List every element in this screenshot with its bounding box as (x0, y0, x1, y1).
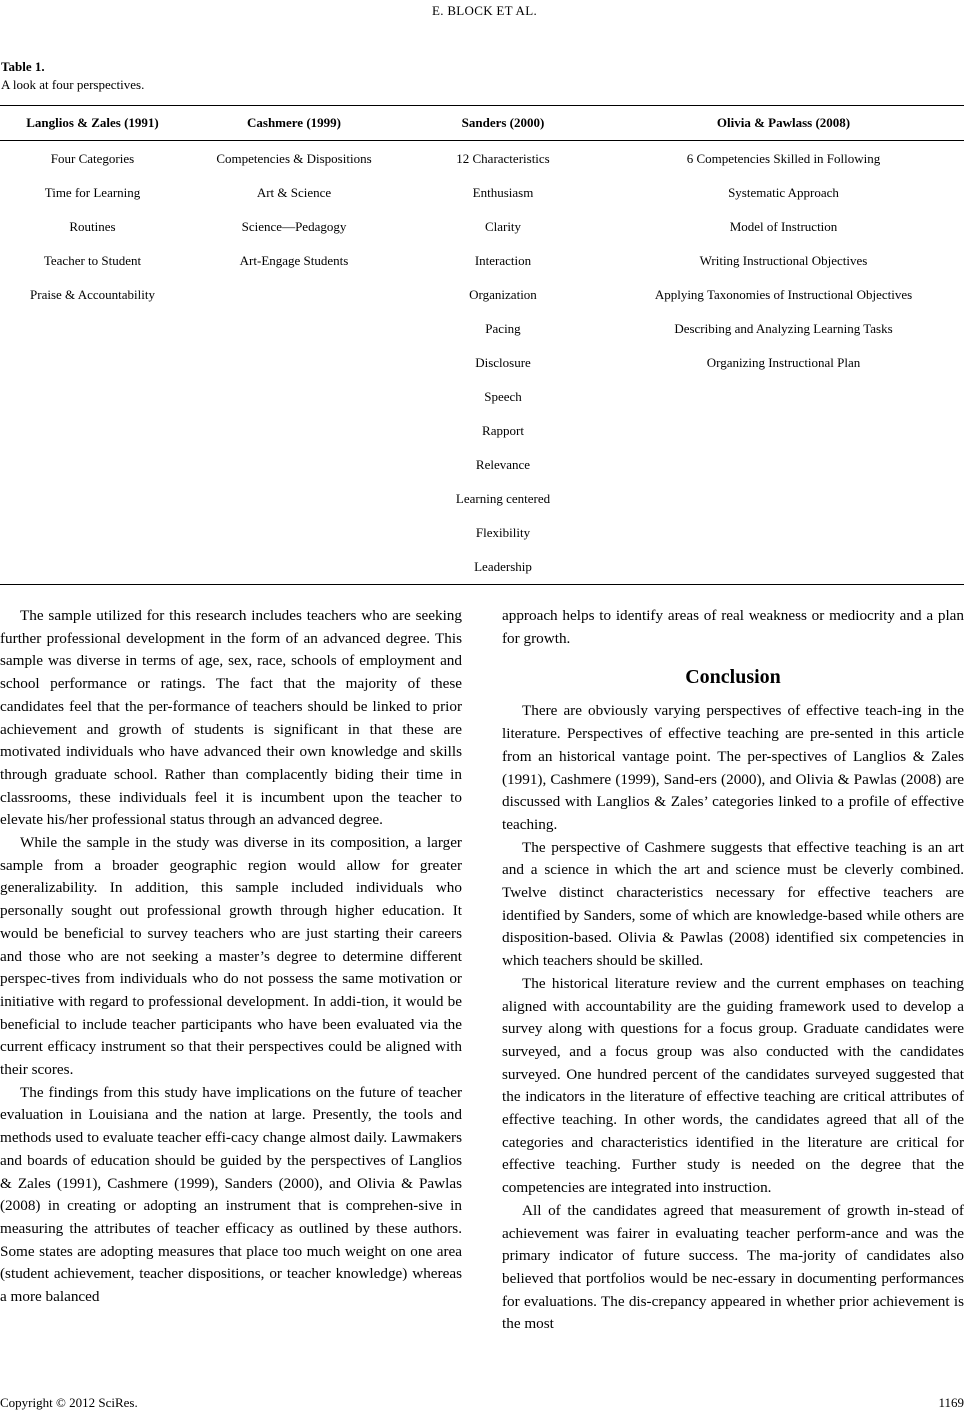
table-cell: Routines (69, 219, 116, 234)
table-cell (0, 550, 185, 584)
table-cell (0, 448, 185, 482)
table-row (0, 346, 964, 380)
table-cell: Pacing (485, 321, 521, 336)
table-cell: Disclosure (475, 355, 531, 370)
table-cell (0, 414, 185, 448)
table-cell (185, 278, 403, 312)
table-header-row (0, 106, 964, 141)
table-cell (603, 550, 964, 584)
perspectives-table (0, 105, 964, 585)
table-row (0, 516, 964, 550)
table-cell (185, 312, 403, 346)
table-cell: Writing Instructional Objectives (699, 253, 868, 268)
table-row (0, 278, 964, 312)
right-text-column (502, 605, 964, 1336)
table-row (0, 380, 964, 414)
table-cell (603, 380, 964, 414)
paragraph: The perspective of Cashmere suggests that effective teaching is an art and a science in which the art and science must be cleverly combined. Twelve distinct characteristics necessary for effective teachers are identified by Sanders, some of which are knowledge-based while others are disposition-based. Olivia & Pawlas (2008) identified six competencies in which teachers should be skilled. (502, 838, 964, 970)
table-cell (185, 550, 403, 584)
paragraph: While the sample in the study was diverse in its composition, a larger sample from a broader geographic region would allow for greater generalizability. In addition, this sample included individuals who personally sought out professional growth through higher education. It would be beneficial to survey teachers who are just starting their careers and those who are not seeking a master’s degree to determine different perspec-tives from individuals who do not possess the same motivation or initiative with regard to professional development. In addi-tion, it would be beneficial to include teacher participants who have been evaluated via the current efficacy instrument so that their perspectives could be aligned with their scores. (0, 834, 462, 1079)
table-cell (185, 516, 403, 550)
table-cell: Praise & Accountability (30, 287, 155, 302)
table-cell: Organization (469, 287, 537, 302)
table-column-header: Langlios & Zales (1991) (0, 106, 185, 141)
table-cell: Model of Instruction (729, 219, 838, 234)
table-cell (0, 380, 185, 414)
table-cell (185, 346, 403, 380)
table-row (0, 312, 964, 346)
table-cell (603, 482, 964, 516)
table-cell: Organizing Instructional Plan (706, 355, 861, 370)
table-cell: Clarity (484, 219, 522, 234)
table-cell (0, 346, 185, 380)
table-cell: Competencies & Dispositions (216, 151, 372, 166)
table-cell: Learning centered (455, 491, 551, 506)
paragraph: The sample utilized for this research includes teachers who are seeking further professional development in the form of an advanced degree. This sample was diverse in terms of age, sex, race, schools of employment and school performance or ratings. The fact that the majority of these candidates feel that the per-formance of teachers should be linked to prior achievement and growth of students is significant in that these are motivated individuals who have advanced their own knowledge and skills through graduate school. Rather than complacently biding their time in classrooms, these individuals feel it is incumbent upon the teacher to elevate his/her professional status through an advanced degree. (0, 607, 462, 829)
table-title: A look at four perspectives. (1, 77, 145, 92)
section-heading: Conclusion (685, 666, 781, 689)
table-cell (185, 414, 403, 448)
table-cell: Flexibility (475, 525, 531, 540)
running-header: E. BLOCK ET AL. (431, 3, 537, 18)
table-cell: Interaction (474, 253, 532, 268)
table-cell: 6 Competencies Skilled in Following (686, 151, 881, 166)
table-cell (0, 482, 185, 516)
table-cell: Science—Pedagogy (241, 219, 347, 234)
footer-page-number: 1169 (938, 1395, 964, 1410)
table-row (0, 482, 964, 516)
table-row (0, 448, 964, 482)
table-cell: Relevance (475, 457, 531, 472)
footer-copyright: Copyright © 2012 SciRes. (0, 1395, 138, 1410)
table-cell: 12 Characteristics (456, 151, 550, 166)
table-cell (185, 448, 403, 482)
table-row (0, 210, 964, 244)
table-cell: Leadership (474, 559, 532, 574)
paragraph: The historical literature review and the current emphases on teaching aligned with accountability are the guiding framework used to develop a survey along with questions for a focus group. Graduate candidates were surveyed, and a focus group was also conducted with the candidates surveyed. One hundred percent of the candidates surveyed suggested that the indicators in the literature of effective teaching are critical attributes of effective teaching. In other words, the candidates agreed that all of the categories and characteristics identified in the literature are critical for effective teaching. Further study is needed on the degree that the competencies are integrated into instruction. (502, 974, 964, 1197)
table-cell (0, 312, 185, 346)
left-text-column (0, 605, 462, 1309)
table-column-header: Sanders (2000) (403, 106, 603, 141)
table-cell (603, 448, 964, 482)
table-column-header: Cashmere (1999) (185, 106, 403, 141)
table-cell (603, 414, 964, 448)
table-cell (603, 516, 964, 550)
table-row (0, 550, 964, 584)
paragraph: approach helps to identify areas of real weakness or mediocrity and a plan for growth. (502, 607, 964, 647)
table-row (0, 414, 964, 448)
table-cell: Describing and Analyzing Learning Tasks (674, 321, 893, 336)
table-cell (185, 482, 403, 516)
table-body (0, 141, 964, 585)
paragraph: There are obviously varying perspectives of effective teach-ing in the literature. Perspectives of effective teaching are pre-sented in this article from an historical vantage point. The per-spectives of Langlios & Zales (1991), Cashmere (1999), Sand-ers (2000), and Olivia & Pawlas (2008) are discussed with Langlios & Zales’ categories linked to a profile of effective teaching. (502, 702, 964, 833)
table-cell: Speech (484, 389, 522, 404)
table-cell (0, 516, 185, 550)
paragraph: All of the candidates agreed that measurement of growth in-stead of achievement was fairer in evaluating teacher perform-ance and was the primary indicator of future success. The ma-jority of candidates also believed that portfolios would be nec-essary in documenting performances for evaluations. The dis-crepancy appeared in whether prior achievement is the most (502, 1201, 964, 1333)
table-cell: Systematic Approach (728, 185, 839, 200)
table-cell: Time for Learning (44, 185, 141, 200)
table-row (0, 141, 964, 177)
table-cell: Art-Engage Students (239, 253, 349, 268)
table-column-header: Olivia & Pawlass (2008) (603, 106, 964, 141)
table-cell: Four Categories (50, 151, 135, 166)
table-row (0, 176, 964, 210)
table-cell: Enthusiasm (472, 185, 534, 200)
table-label: Table 1. (1, 59, 45, 74)
table-cell: Teacher to Student (43, 253, 142, 268)
table-cell: Applying Taxonomies of Instructional Objectives (654, 287, 913, 302)
table-cell: Rapport (482, 423, 524, 438)
table-caption (1, 58, 144, 94)
table-cell (185, 380, 403, 414)
table-cell: Art & Science (256, 185, 332, 200)
table-row (0, 244, 964, 278)
paragraph: The findings from this study have implications on the future of teacher evaluation in Louisiana and the nation at large. Presently, the tools and methods used to evaluate teacher effi-cacy change almost daily. Lawmakers and boards of education should be guided by the perspectives of Langlios & Zales (1991), Cashmere (1999), Sanders (2000), and Olivia & Pawlas (2008) in creating or adopting an instrument that is comprehen-sive in measuring the attributes of teacher efficacy as outlined by these authors. Some states are adopting measures that place too much weight on one area (student achievement, teacher dispositions, or teacher knowledge) whereas a more balanced (0, 1083, 462, 1306)
